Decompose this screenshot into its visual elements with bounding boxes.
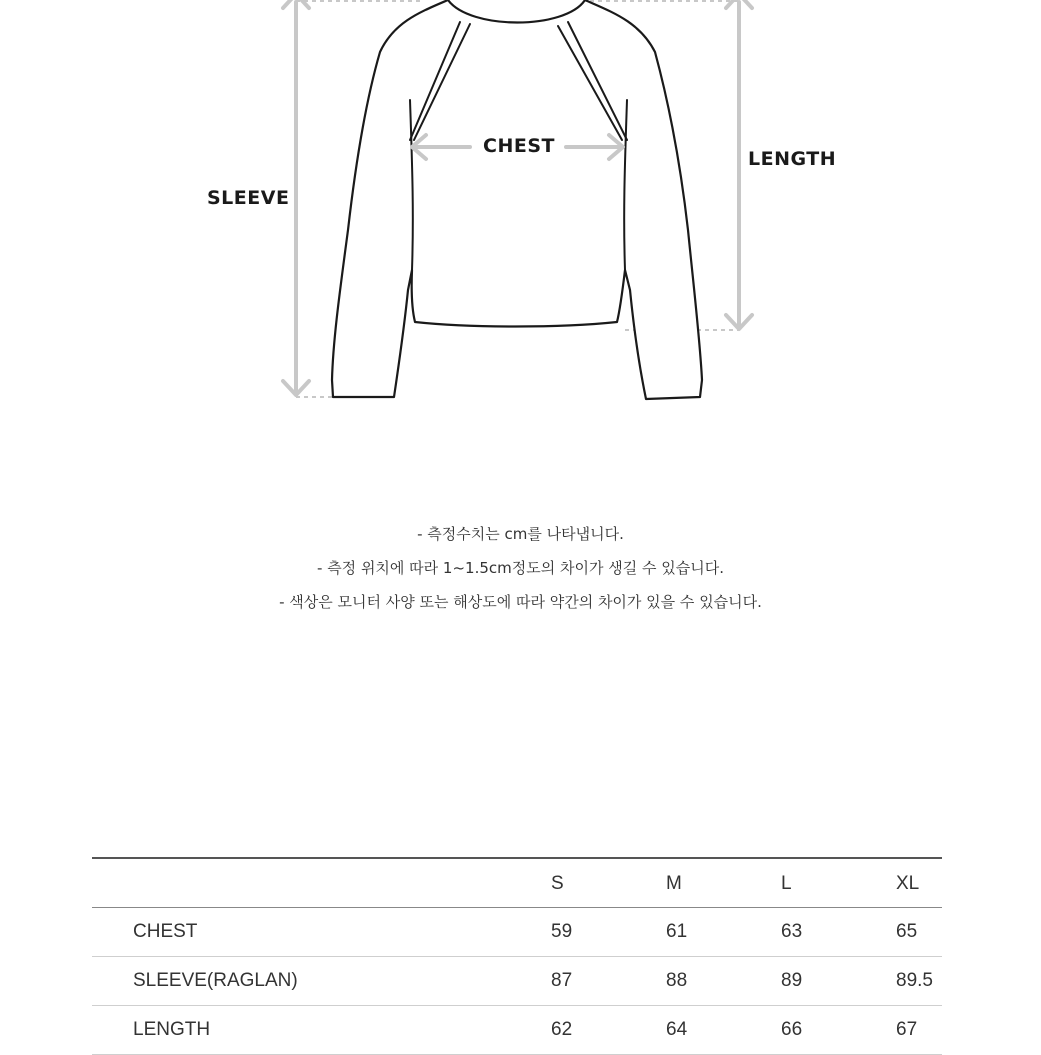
table-cell: 64 [666,1005,781,1054]
sweater-illustration [0,0,1041,420]
table-cell: 63 [781,907,896,956]
note-line: - 측정 위치에 따라 1~1.5cm정도의 차이가 생길 수 있습니다. [317,559,724,577]
table-row [92,907,942,956]
table-cell: 89 [781,956,896,1005]
row-label: SLEEVE(RAGLAN) [92,956,551,1005]
length-label: LENGTH [748,148,837,170]
table-cell: 65 [896,907,942,956]
table-cell: 62 [551,1005,666,1054]
row-label: CHEST [92,907,551,956]
size-header-s: S [551,858,666,907]
table-row [92,956,942,1005]
size-chart-table [92,857,942,1055]
garment-diagram [0,0,1041,420]
header-blank-cell [92,858,551,907]
table-cell: 88 [666,956,781,1005]
chest-label: CHEST [483,135,555,157]
measurement-notes [0,520,1041,622]
table-cell: 87 [551,956,666,1005]
table-row [92,1005,942,1054]
size-header-l: L [781,858,896,907]
size-header-xl: XL [896,858,942,907]
table-cell: 59 [551,907,666,956]
table-cell: 67 [896,1005,942,1054]
table-cell: 66 [781,1005,896,1054]
table-cell: 61 [666,907,781,956]
note-line: - 측정수치는 cm를 나타냅니다. [417,525,624,543]
sleeve-label: SLEEVE [207,187,290,209]
size-header-m: M [666,858,781,907]
note-line: - 색상은 모니터 사양 또는 해상도에 따라 약간의 차이가 있을 수 있습니다. [279,593,762,611]
table-cell: 89.5 [896,956,942,1005]
table-header-row [92,858,942,907]
sweater-outline [332,0,702,399]
row-label: LENGTH [92,1005,551,1054]
